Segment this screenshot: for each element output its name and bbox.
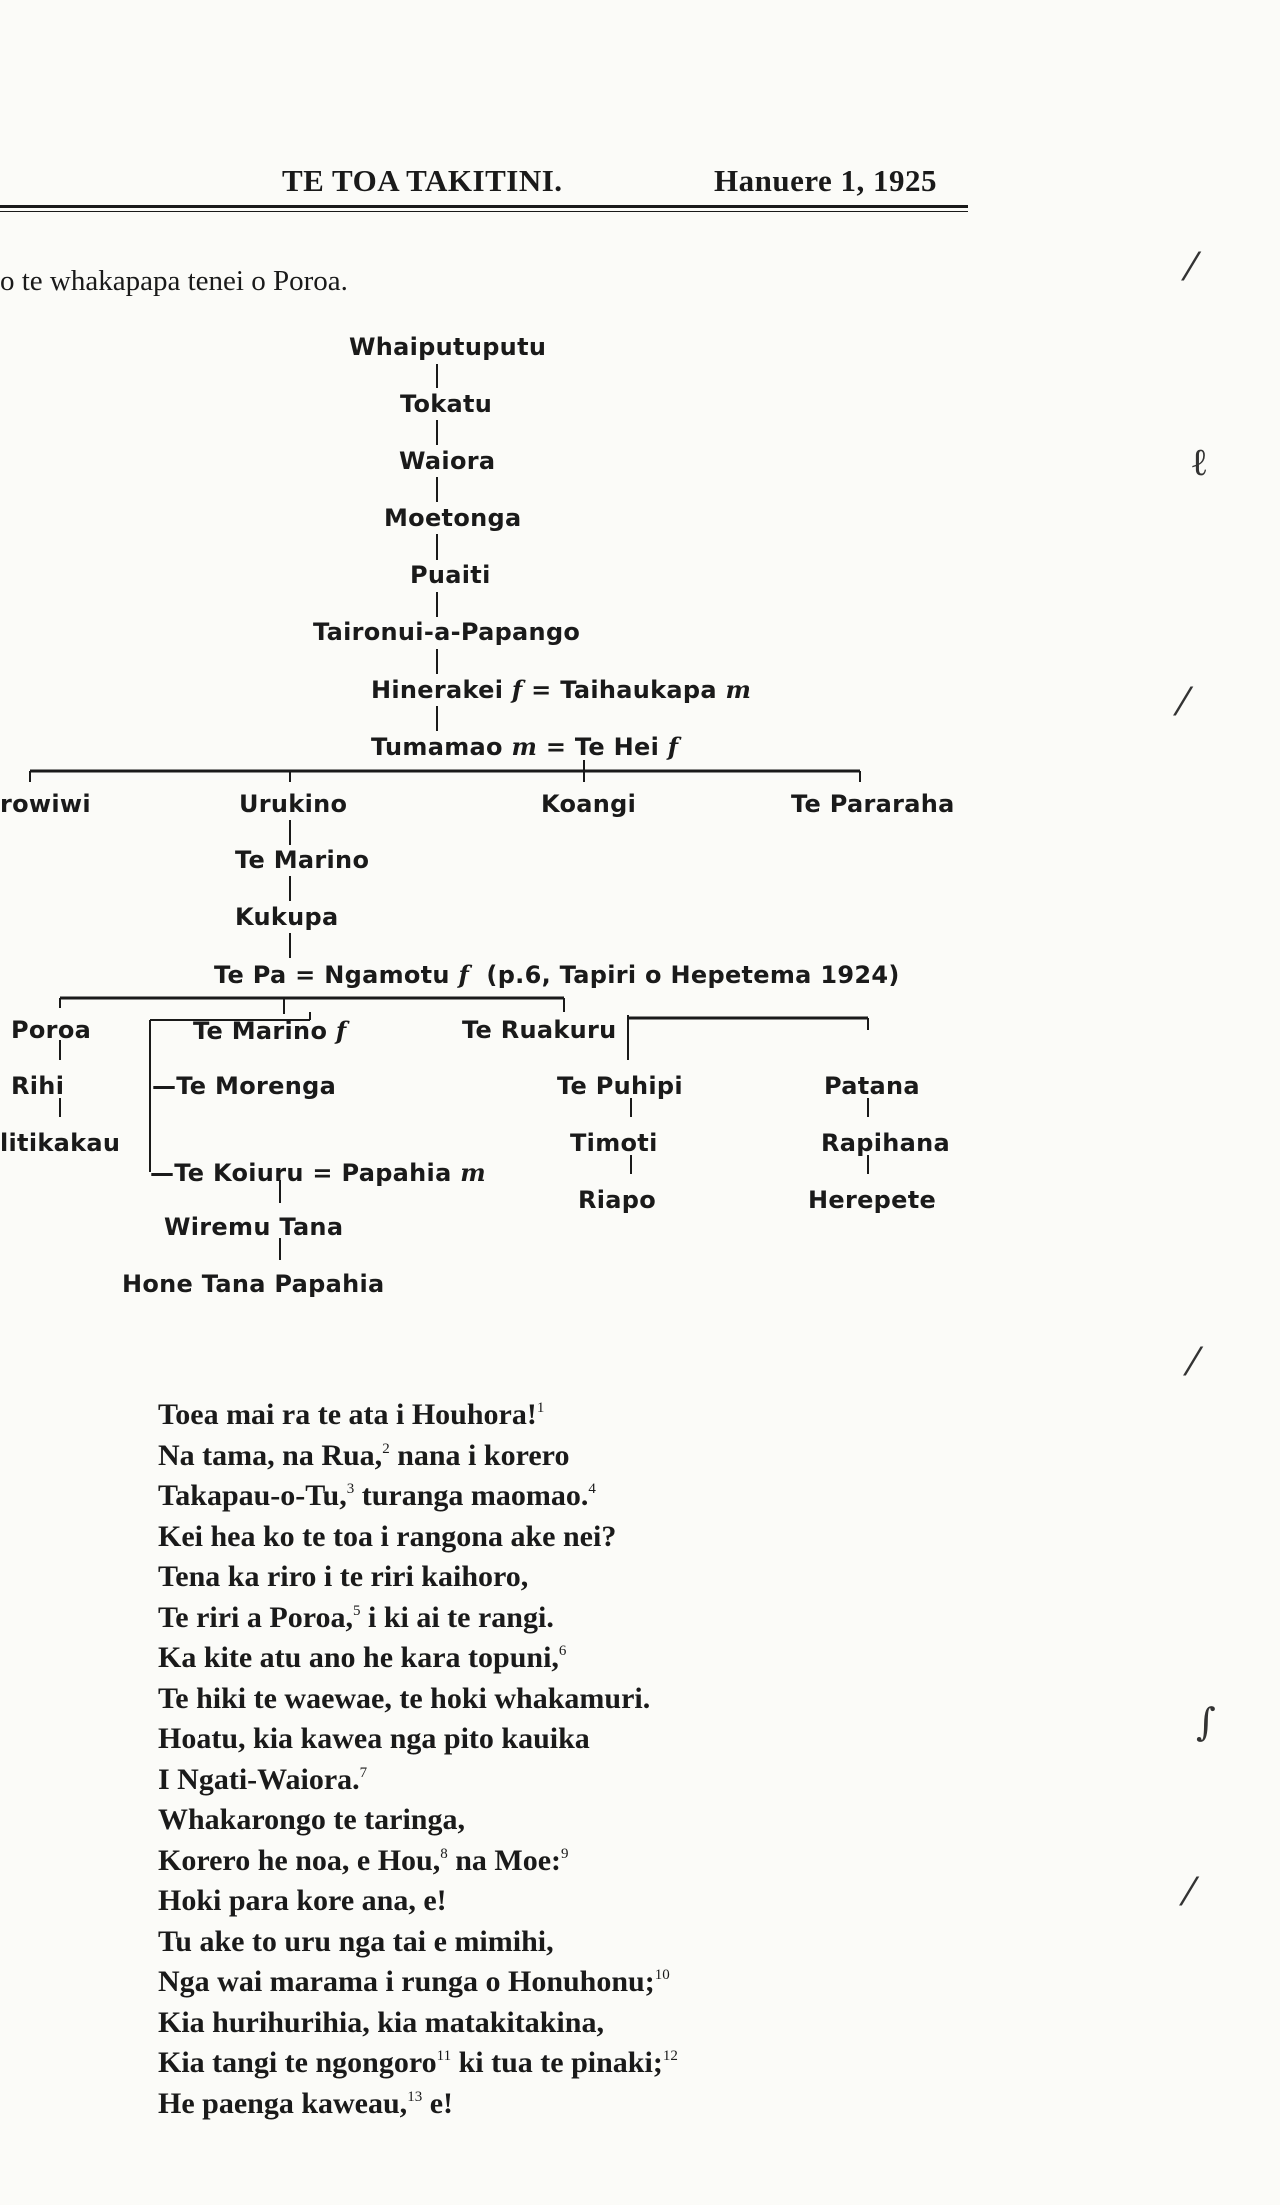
poem-line-text: Tena ka riro i te riri kaihoro, — [158, 1560, 529, 1593]
gen-herepete: Herepete — [808, 1186, 937, 1214]
footnote-ref: 9 — [561, 1845, 569, 1862]
poem-line — [158, 1638, 678, 1679]
poem-line — [158, 1436, 678, 1477]
footnote-ref: 7 — [359, 1764, 368, 1781]
gen-timoti: Timoti — [570, 1129, 658, 1157]
footnote-ref: 3 — [346, 1481, 355, 1497]
footnote-ref: 6 — [558, 1643, 567, 1659]
poem-line-cont: na Moe: — [447, 1843, 562, 1877]
poem-line-cont: i ki ai te rangi. — [360, 1600, 554, 1634]
poem-line-text: Hoatu, kia kawea nga pito kauika — [158, 1722, 590, 1755]
gen-hinerakei: Hinerakei — [371, 676, 504, 704]
footnote-ref: 8 — [440, 1845, 448, 1862]
gen-tekoiuru: —Te Koiuru — [150, 1159, 304, 1187]
poem-line — [158, 1557, 678, 1598]
gen-hinerakei-couple — [371, 675, 751, 704]
footnote-ref: 13 — [407, 2088, 423, 2105]
footnote-ref: 11 — [436, 2048, 452, 2064]
gen-tepuhipi: Te Puhipi — [557, 1072, 683, 1100]
gen-tepararaha: Te Pararaha — [791, 790, 955, 818]
poem-line — [158, 2084, 678, 2125]
gen-reference: (p.6, Tapiri o Hepetema 1924) — [486, 961, 900, 989]
gen-rapihana: Rapihana — [821, 1129, 951, 1157]
poem-line — [158, 1395, 678, 1436]
margin-mark: ⁄ — [1186, 1870, 1193, 1914]
gen-waiora: Waiora — [399, 447, 496, 475]
poem-line-text: Hoki para kore ana, e! — [158, 1884, 447, 1917]
footnote-ref: 5 — [352, 1602, 361, 1619]
gen-patana: Patana — [824, 1072, 920, 1100]
poem-line — [158, 1517, 678, 1558]
gen-litikakau: litikakau — [0, 1129, 121, 1157]
margin-mark: ⁄ — [1190, 1340, 1197, 1384]
footnote-ref: 2 — [382, 1440, 390, 1457]
poem-line-text: Kia tangi te ngongoro — [158, 2046, 437, 2079]
gen-rowiwi: rowiwi — [0, 790, 91, 818]
poem-line-text: Takapau-o-Tu, — [158, 1479, 347, 1512]
poem-line-cont: turanga maomao. — [354, 1479, 589, 1512]
gen-hinerakei-sex: f — [511, 675, 523, 704]
gen-tepa-eq: = — [295, 961, 316, 989]
gen-papahia: Papahia — [341, 1159, 452, 1187]
issue-date: Hanuere 1, 1925 — [714, 163, 938, 198]
gen-temarino-1: Te Marino — [235, 846, 370, 874]
gen-taironui: Taironui-a-Papango — [313, 618, 581, 646]
margin-mark: ⁄ — [1188, 245, 1195, 289]
poem-line-cont: ki tua te pinaki; — [451, 2046, 663, 2079]
poem-line — [158, 2043, 678, 2084]
gen-temarino-2-wrap — [193, 1016, 347, 1045]
footnote-ref: 12 — [662, 2048, 678, 2064]
gen-tekoiuru-couple — [150, 1158, 486, 1187]
margin-mark: ⁄ — [1180, 680, 1187, 724]
poem-line-cont: nana i korero — [389, 1438, 570, 1472]
margin-mark: ∫ — [1196, 1700, 1216, 1744]
intro-line: o te whakapapa tenei o Poroa. — [0, 265, 348, 297]
gen-tumamao-eq: = — [545, 733, 567, 761]
poem-line — [158, 1476, 678, 1517]
gen-wiremu: Wiremu Tana — [164, 1213, 344, 1241]
poem-line-text: Tu ake to uru nga tai e mimihi, — [158, 1924, 554, 1958]
poem-line-text: Nga wai marama i runga o Honuhonu; — [158, 1965, 655, 1998]
poem-line-text: Te hiki te waewae, te hoki whakamuri. — [158, 1681, 651, 1715]
footnote-ref: 4 — [588, 1481, 596, 1497]
footnote-ref: 1 — [536, 1400, 545, 1416]
gen-riapo: Riapo — [578, 1186, 657, 1214]
poem-line — [158, 2003, 678, 2044]
gen-whaiputuputu: Whaiputuputu — [349, 333, 547, 361]
gen-temorenga: —Te Morenga — [152, 1072, 337, 1100]
gen-taihaukapa: Taihaukapa — [560, 676, 717, 704]
gen-tepa-couple — [214, 960, 900, 989]
gen-poroa: Poroa — [11, 1016, 92, 1044]
poem-line-text: Kei hea ko te toa i rangona ake nei? — [158, 1519, 617, 1553]
gen-tumamao-sex: m — [511, 732, 538, 761]
gen-tokatu: Tokatu — [400, 390, 493, 418]
poem-line — [158, 1800, 678, 1841]
poem-line-text: Kia hurihurihia, kia matakitakina, — [158, 2005, 604, 2039]
poem-line — [158, 1841, 678, 1882]
gen-tumamao-couple — [371, 732, 678, 761]
poem-line-text: Te riri a Poroa, — [158, 1600, 353, 1634]
poem-line-text: Na tama, na Rua, — [158, 1438, 383, 1472]
gen-temarino-2: Te Marino — [193, 1017, 328, 1045]
poem-line — [158, 1760, 678, 1801]
poem-line — [158, 1962, 678, 2003]
poem-line-text: Toea mai ra te ata i Houhora! — [158, 1398, 537, 1431]
running-title: TE TOA TAKITINI. — [282, 163, 563, 198]
gen-tepa: Te Pa — [214, 961, 287, 989]
poem — [158, 1395, 678, 2124]
gen-ngamotu: Ngamotu — [324, 961, 450, 989]
poem-line — [158, 1719, 678, 1760]
gen-tehei: Te Hei — [574, 733, 660, 761]
poem-line — [158, 1922, 678, 1963]
poem-line — [158, 1679, 678, 1720]
gen-moetonga: Moetonga — [384, 504, 522, 532]
gen-tekoiuru-eq: = — [312, 1159, 333, 1187]
poem-line-text: He paenga kaweau, — [158, 2086, 408, 2120]
gen-urukino: Urukino — [239, 790, 348, 818]
poem-line-text: Korero he noa, e Hou, — [158, 1843, 441, 1877]
poem-line-text: Whakarongo te taringa, — [158, 1803, 465, 1836]
gen-tumamao: Tumamao — [371, 733, 503, 761]
poem-line-text: Ka kite atu ano he kara topuni, — [158, 1641, 559, 1674]
gen-puaiti: Puaiti — [410, 561, 491, 589]
gen-teruakuru: Te Ruakuru — [462, 1016, 617, 1044]
gen-ngamotu-sex: f — [458, 960, 470, 989]
gen-taihaukapa-sex: m — [725, 675, 752, 704]
gen-rihi: Rihi — [11, 1072, 65, 1100]
footnote-ref: 10 — [654, 1967, 670, 1983]
gen-tehei-sex: f — [667, 732, 679, 761]
gen-hinerakei-eq: = — [531, 676, 552, 704]
gen-hone: Hone Tana Papahia — [122, 1270, 385, 1298]
poem-line — [158, 1881, 678, 1922]
gen-kukupa: Kukupa — [235, 903, 339, 931]
poem-line-cont: e! — [422, 2086, 453, 2120]
margin-mark: ℓ — [1190, 440, 1209, 484]
poem-line — [158, 1598, 678, 1639]
gen-papahia-sex: m — [460, 1158, 486, 1187]
gen-temarino-2-sex: f — [335, 1016, 347, 1045]
gen-koangi: Koangi — [541, 790, 637, 818]
poem-line-text: I Ngati-Waiora. — [158, 1762, 360, 1796]
